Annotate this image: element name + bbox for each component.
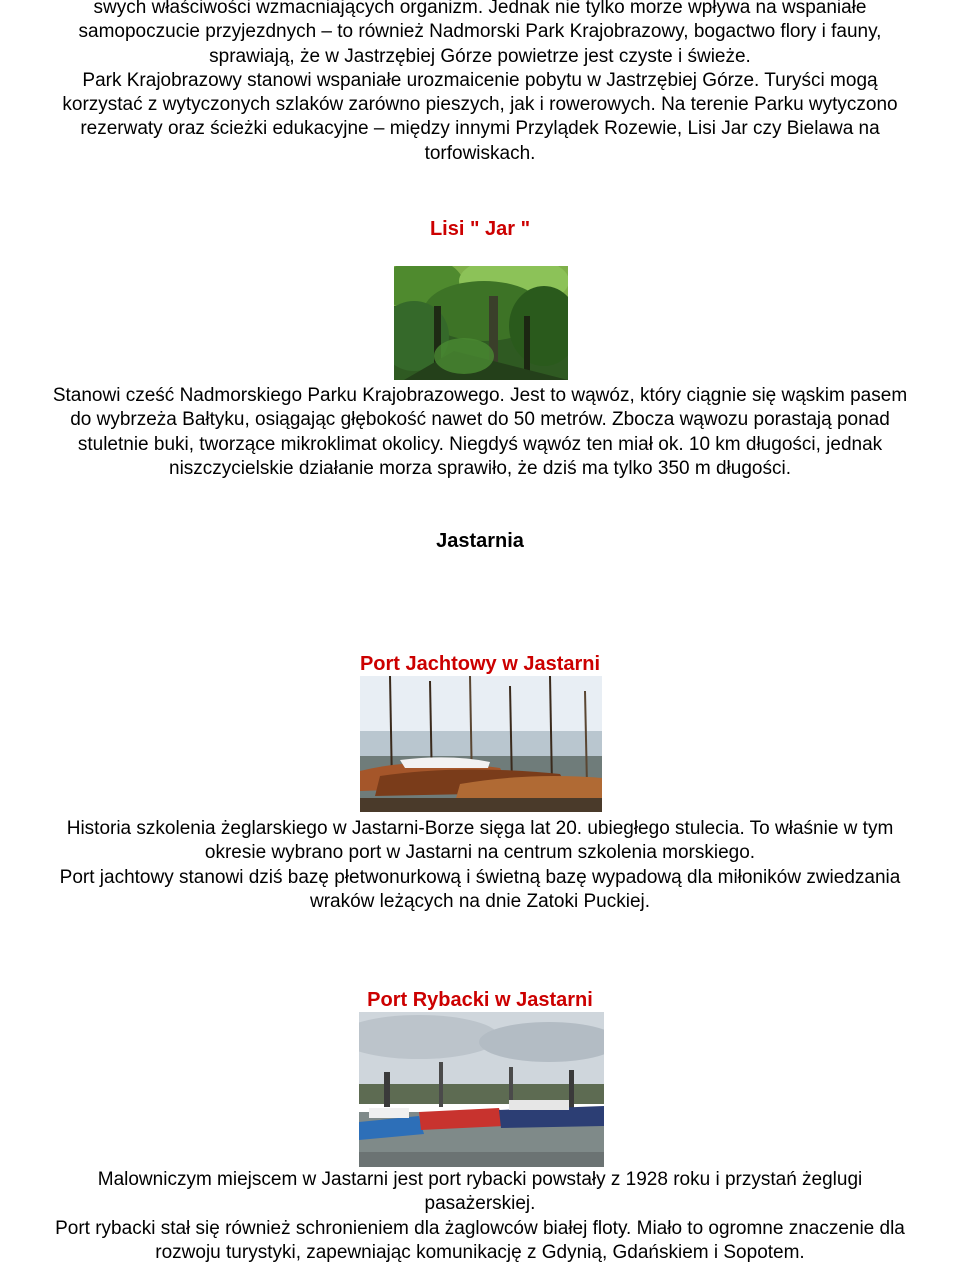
forest-image [394, 266, 568, 380]
intro-line: korzystać z wytyczonych szlaków zarówno pieszych, jak i rowerowych. Na terenie Parku wytyczono [62, 94, 898, 116]
lisi-jar-line: niszczycielskie działanie morza sprawiło, że dziś ma tylko 350 m długości. [169, 457, 791, 479]
port-rybacki-paragraph [0, 1168, 960, 1265]
port-jachtowy-line: okresie wybrano port w Jastarni na centrum szkolenia morskiego. [204, 842, 756, 864]
forest-photo [394, 266, 568, 380]
port-jachtowy-line: wraków leżących na dnie Zatoki Puckiej. [309, 890, 651, 912]
intro-line: swych właściwości wzmacniających organizm. Jednak nie tylko morze wpływa na wspaniałe [93, 0, 867, 18]
lisi-jar-line: do wybrzeża Bałtyku, osiągając głębokość nawet do 50 metrów. Zbocza wąwozu porastają ponad [70, 409, 890, 431]
port-jachtowy-line: Historia szkolenia żeglarskiego w Jastarni-Borze sięga lat 20. ubiegłego stulecia. To właśnie w tym [66, 818, 894, 839]
yacht-port-photo [360, 676, 602, 812]
lisi-jar-paragraph [0, 384, 960, 481]
port-rybacki-line: Malowniczym miejscem w Jastarni jest port rybacki powstały z 1928 roku i przystań żeglugi [97, 1169, 863, 1190]
port-rybacki-heading: Port Rybacki w Jastarni [367, 989, 593, 1011]
port-rybacki-line: rozwoju turystyki, zapewniając komunikację z Gdynią, Gdańskiem i Sopotem. [155, 1241, 805, 1263]
port-jachtowy-line: Port jachtowy stanowi dziś bazę płetwonurkową i świetną bazę wypadową dla miłoników zwiedzania [59, 866, 901, 888]
yacht-port-image [360, 676, 602, 812]
port-jachtowy-paragraph [0, 817, 960, 914]
intro-line: Park Krajobrazowy stanowi wspaniałe urozmaicenie pobytu w Jastrzębiej Górze. Turyści mogą [82, 69, 878, 91]
intro-line: sprawiają, że w Jastrzębiej Górze powietrze jest czyste i świeże. [209, 45, 751, 67]
jastarnia-heading: Jastarnia [436, 530, 524, 552]
lisi-jar-heading: Lisi " Jar " [429, 218, 531, 240]
intro-paragraph [0, 0, 960, 166]
lisi-jar-line: Stanowi cześć Nadmorskiego Parku Krajobrazowego. Jest to wąwóz, który ciągnie się wąskim pasem [52, 385, 908, 406]
port-rybacki-line: pasażerskiej. [424, 1193, 536, 1215]
lisi-jar-line: stuletnie buki, tworzące mikroklimat okolicy. Niegdyś wąwóz ten miał ok. 10 km długości, jednak [77, 433, 883, 455]
fishing-port-photo [359, 1012, 604, 1167]
fishing-port-image [359, 1012, 604, 1167]
intro-line: samopoczucie przyjezdnych – to również Nadmorski Park Krajobrazowy, bogactwo flory i fauny, [78, 21, 882, 43]
port-rybacki-line: Port rybacki stał się również schronieniem dla żaglowców białej floty. Miało to ogromne znaczenie dla [55, 1217, 905, 1239]
port-jachtowy-heading: Port Jachtowy w Jastarni [359, 653, 601, 675]
intro-line: rezerwaty oraz ścieżki edukacyjne – między innymi Przylądek Rozewie, Lisi Jar czy Bielawa na [80, 118, 880, 140]
intro-line: torfowiskach. [424, 142, 536, 164]
